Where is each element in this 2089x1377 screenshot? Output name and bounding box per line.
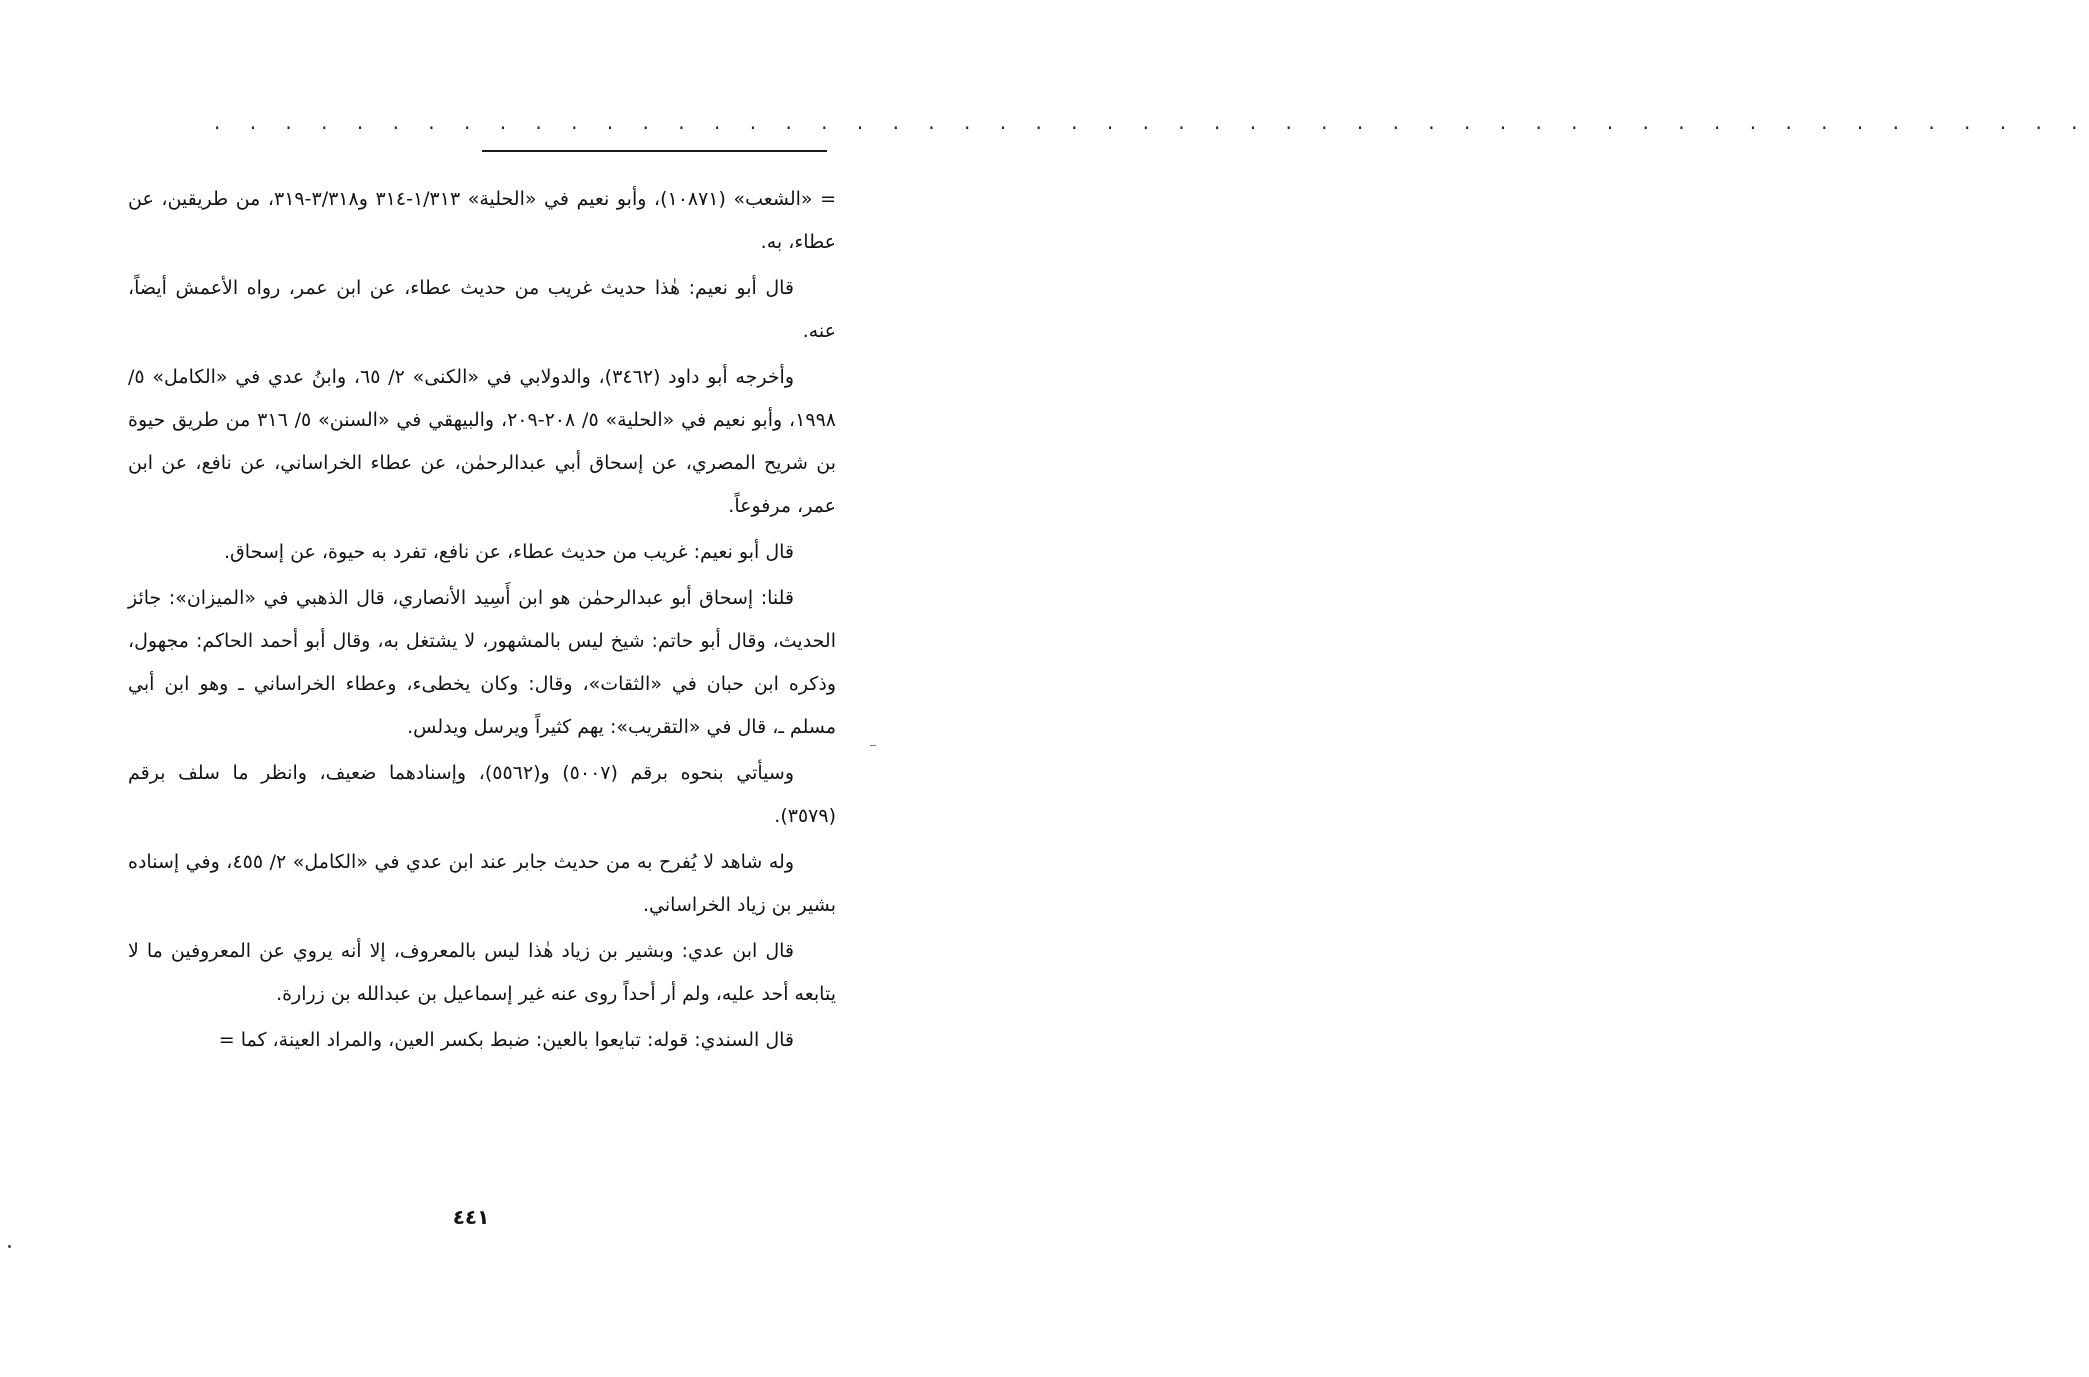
footnote-paragraph: وأخرجه أبو داود (٣٤٦٢)، والدولابي في «الكنى» ٢/ ٦٥، وابنُ عدي في «الكامل» ٥/ ١٩٩٨، وأبو نعيم في «الحلية» ٥/ ٢٠٨-٢٠٩، والبيهقي في «السنن» ٥/ ٣١٦ من طريق حيوة بن شريح المصري، عن إسحاق أبي عبدالرحمٰن، عن عطاء الخراساني، عن نافع، عن ابن عمر، مرفوعاً. [128,366,836,517]
footnote-paragraph: قال أبو نعيم: هٰذا حديث غريب من حديث عطاء، عن ابن عمر، رواه الأعمش أيضاً، عنه. [128,277,836,342]
scan-edge-mark [870,745,876,746]
footnote-paragraph: = «الشعب» (١٠٨٧١)، وأبو نعيم في «الحلية» ١/٣١٣-٣١٤ و٣/٣١٨-٣١٩، من طريقين، عن عطاء، به. [128,188,837,253]
footnote-paragraph: قلنا: إسحاق أبو عبدالرحمٰن هو ابن أَسِيد الأنصاري، قال الذهبي في «الميزان»: جائز الحديث، وقال أبو حاتم: شيخ ليس بالمشهور، لا يشتغل به، وقال أبو أحمد الحاكم: مجهول، وذكره ابن حبان في «الثقات»، وقال: وكان يخطىء، وعطاء الخراساني ـ وهو ابن أبي مسلم ـ، قال في «التقريب»: يهم كثيراً ويرسل ويدلس. [128,587,836,738]
footnote-separator-rule [482,150,827,152]
header-dotted-line: . . . . . . . . . . . . . . . . . . . . . . . . . . . . . . . . . . . . . . . . . . . . . . . . . . . . . [214,110,2089,134]
footnote-text-block [128,178,836,1065]
footnote-paragraph: قال السندي: قوله: تبايعوا بالعين: ضبط بكسر العين، والمراد العينة، كما = [218,1029,794,1051]
footnote-paragraph: وله شاهد لا يُفرح به من حديث جابر عند ابن عدي في «الكامل» ٢/ ٤٥٥، وفي إسناده بشير بن زياد الخراساني. [128,851,836,916]
footnote-paragraph: وسيأتي بنحوه برقم (٥٠٠٧) و(٥٥٦٢)، وإسنادهما ضعيف، وانظر ما سلف برقم (٣٥٧٩). [128,762,836,827]
page-number: ٤٤١ [452,1205,490,1229]
footnote-paragraph: قال أبو نعيم: غريب من حديث عطاء، عن نافع، تفرد به حيوة، عن إسحاق. [224,541,794,563]
scan-speck [8,1245,11,1248]
footnote-paragraph: قال ابن عدي: وبشير بن زياد هٰذا ليس بالمعروف، إلا أنه يروي عن المعروفين ما لا يتابعه أحد عليه، ولم أر أحداً روى عنه غير إسماعيل بن عبدالله بن زرارة. [128,940,836,1005]
